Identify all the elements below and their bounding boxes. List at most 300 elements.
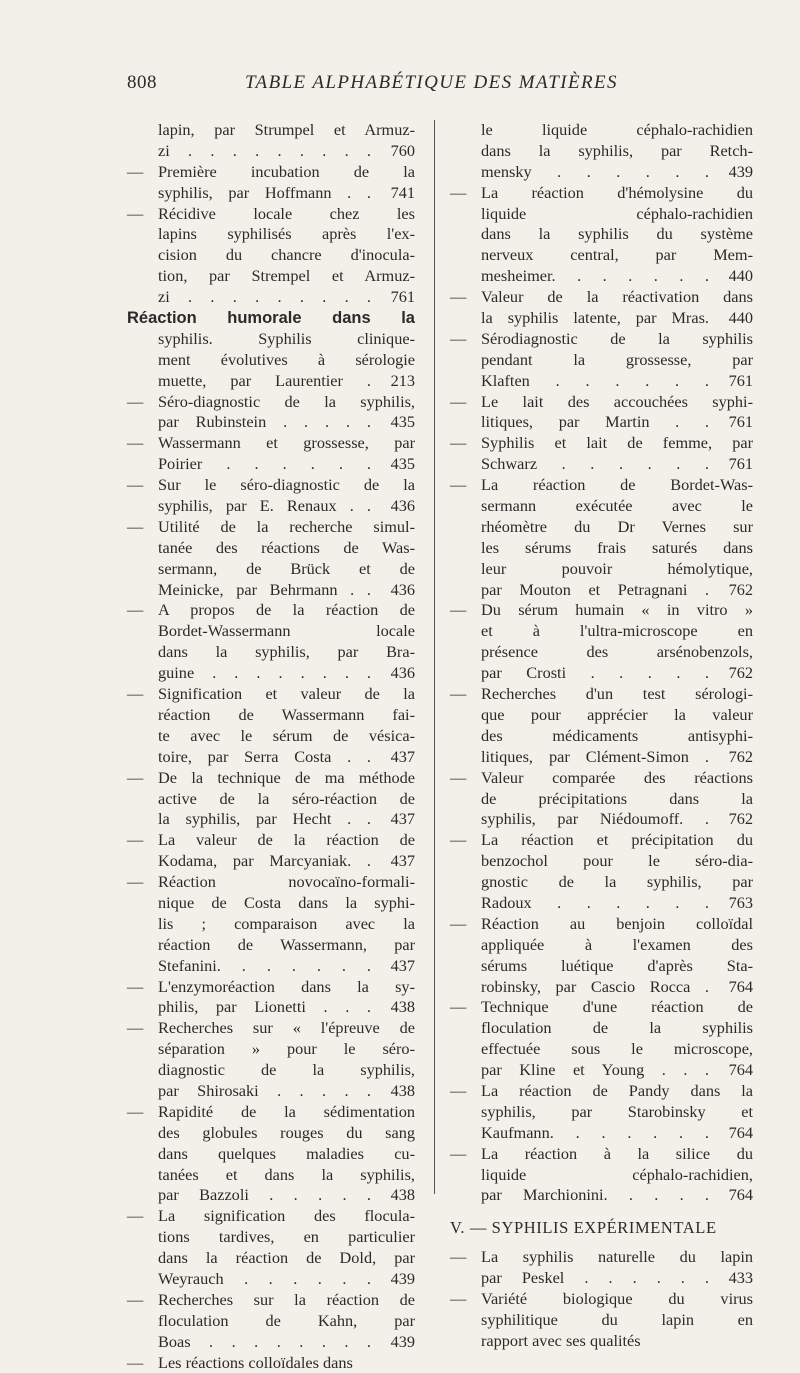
- entry-text: guine . . . . . . . .: [158, 663, 371, 683]
- entry-line: [450, 308, 753, 329]
- entry-line: [127, 956, 415, 977]
- entry-text: diagnostic de la syphilis,: [158, 1060, 415, 1080]
- page-reference: 437: [390, 746, 415, 766]
- entry-line: [450, 266, 753, 287]
- entry-text: Première incubation de la: [158, 161, 415, 181]
- entry-text: des médicaments antisyphi-: [481, 725, 753, 745]
- entry-text: benzochol pour le séro-dia-: [481, 851, 753, 871]
- page-reference: 439: [390, 1268, 415, 1288]
- entry-text: Schwarz . . . . . .: [481, 454, 709, 474]
- entry-text: syphilis, par Niédoumoff. .: [481, 809, 709, 829]
- entry-text: Recherches d'un test sérologi-: [481, 684, 753, 704]
- index-entry: [450, 287, 753, 329]
- entry-line: [127, 600, 415, 621]
- entry-line: [450, 433, 753, 454]
- entry-dash: —: [450, 1080, 467, 1100]
- entry-text: syphilitique du lapin en: [481, 1309, 753, 1329]
- entry-text: L'enzymoréaction dans la sy-: [158, 976, 415, 996]
- entry-line: [450, 496, 753, 517]
- entry-text: les sérums frais saturés dans: [481, 537, 753, 557]
- entry-text: Utilité de la recherche simul-: [158, 516, 415, 536]
- entry-line: [127, 350, 415, 371]
- page-reference: 764: [728, 1060, 753, 1080]
- entry-line: [127, 433, 415, 454]
- page-reference: 761: [728, 370, 753, 390]
- page-reference: 761: [728, 454, 753, 474]
- entry-line: [450, 475, 753, 496]
- entry-line: [450, 851, 753, 872]
- entry-text: présence des arsénobenzols,: [481, 642, 753, 662]
- entry-line: [127, 1018, 415, 1039]
- index-entry: [127, 120, 415, 162]
- entry-line: [450, 183, 753, 204]
- index-entry: [127, 204, 415, 308]
- entry-text: Bordet-Wassermann locale: [158, 621, 415, 641]
- entry-line: [127, 977, 415, 998]
- entry-dash: —: [450, 391, 467, 411]
- entry-line: [450, 935, 753, 956]
- entry-dash: —: [127, 1206, 144, 1226]
- index-entry: [127, 392, 415, 434]
- entry-text: des globules rouges du sang: [158, 1122, 415, 1142]
- entry-text: lis ; comparaison avec la: [158, 913, 415, 933]
- entry-text: appliquée à l'examen des: [481, 934, 753, 954]
- entry-text: tanées et dans la syphilis,: [158, 1164, 415, 1184]
- entry-text: dans la syphilis, par Retch-: [481, 140, 753, 160]
- entry-text: dans la syphilis, par Bra-: [158, 642, 415, 662]
- entry-line: [450, 726, 753, 747]
- entry-text: par Mouton et Petragnani .: [481, 579, 709, 599]
- entry-text: Du sérum humain « in vitro »: [481, 600, 753, 620]
- entry-line: [127, 830, 415, 851]
- index-entry: [450, 329, 753, 392]
- index-entry: [450, 600, 753, 684]
- page-reference: 762: [728, 809, 753, 829]
- entry-line: [127, 371, 415, 392]
- entry-line: [450, 830, 753, 851]
- entry-text: La réaction à la silice du: [481, 1143, 753, 1163]
- entry-text: La réaction d'hémolysine du: [481, 182, 753, 202]
- entry-text: litiques, par Clément-Simon .: [481, 746, 709, 766]
- entry-line: [127, 120, 415, 141]
- entry-text: et à l'ultra-microscope en: [481, 621, 753, 641]
- entry-line: [127, 517, 415, 538]
- entry-line: [450, 245, 753, 266]
- entry-dash: —: [127, 684, 144, 704]
- entry-line: [127, 245, 415, 266]
- entry-text: sermann exécutée avec le: [481, 496, 753, 516]
- entry-text: Recherches sur la réaction de: [158, 1289, 415, 1309]
- entry-text: de précipitations dans la: [481, 788, 753, 808]
- entry-line: [450, 1310, 753, 1331]
- entry-line: [450, 1081, 753, 1102]
- entry-line: [127, 141, 415, 162]
- entry-dash: —: [450, 328, 467, 348]
- entry-line: [450, 1331, 753, 1352]
- entry-text: active de la séro-réaction de: [158, 788, 415, 808]
- entry-dash: —: [127, 600, 144, 620]
- entry-text: Radoux . . . . . .: [481, 892, 709, 912]
- index-entry: [127, 684, 415, 768]
- entry-text: mensky . . . . . .: [481, 161, 709, 181]
- entry-text: rapport avec ses qualités: [481, 1330, 641, 1350]
- index-entry: [450, 183, 753, 287]
- entry-line: [127, 183, 415, 204]
- entry-text: robinsky, par Cascio Rocca .: [481, 976, 709, 996]
- entry-line: [450, 1289, 753, 1310]
- entry-line: [127, 1039, 415, 1060]
- entry-line: [127, 705, 415, 726]
- page-reference: 435: [390, 454, 415, 474]
- index-entry: [450, 914, 753, 998]
- entry-text: par Bazzoli . . . . .: [158, 1185, 371, 1205]
- page-reference: 437: [390, 851, 415, 871]
- page-reference: 437: [390, 955, 415, 975]
- entry-dash: —: [127, 872, 144, 892]
- entry-line: [450, 580, 753, 601]
- entry-line: [127, 412, 415, 433]
- entry-text: Variété biologique du virus: [481, 1289, 753, 1308]
- page-reference: 763: [728, 892, 753, 912]
- right-column: [450, 120, 753, 1352]
- entry-dash: —: [450, 1289, 467, 1308]
- page-reference: 433: [728, 1268, 753, 1288]
- entry-dash: —: [127, 976, 144, 996]
- entry-line: [127, 747, 415, 768]
- entry-text: réaction de Wassermann, par: [158, 934, 415, 954]
- entry-dash: —: [450, 913, 467, 933]
- index-entry: [127, 768, 415, 831]
- entry-line: [450, 412, 753, 433]
- entry-text: lapins syphilisés après l'ex-: [158, 224, 415, 244]
- page-reference: 764: [728, 1122, 753, 1142]
- index-entry: [450, 1289, 753, 1352]
- index-entry: [127, 1290, 415, 1353]
- index-entry: [450, 1247, 753, 1289]
- entry-text: floculation de la syphilis: [481, 1018, 753, 1038]
- entry-text: De la technique de ma méthode: [158, 767, 415, 787]
- entry-text: La réaction de Bordet-Was-: [481, 475, 753, 495]
- entry-text: Valeur comparée des réactions: [481, 767, 753, 787]
- entry-dash: —: [127, 767, 144, 787]
- entry-line: [450, 517, 753, 538]
- entry-line: [450, 642, 753, 663]
- entry-text: Séro-diagnostic de la syphilis,: [158, 391, 415, 411]
- entry-line: [127, 538, 415, 559]
- entry-text: Klaften . . . . . .: [481, 370, 709, 390]
- entry-text: liquide céphalo-rachidien,: [481, 1164, 753, 1184]
- entry-line: [450, 454, 753, 475]
- page-reference: 764: [728, 1185, 753, 1205]
- page-reference: 761: [390, 287, 415, 307]
- entry-text: Réaction humorale dans la: [127, 309, 415, 328]
- entry-text: réaction de Wassermann fai-: [158, 704, 415, 724]
- entry-text: Rapidité de la sédimentation: [158, 1101, 415, 1121]
- entry-line: [127, 1102, 415, 1123]
- entry-text: La valeur de la réaction de: [158, 830, 415, 850]
- page-reference: 436: [390, 496, 415, 516]
- entry-line: [127, 872, 415, 893]
- page-reference: 438: [390, 1080, 415, 1100]
- index-entry: [450, 120, 753, 183]
- entry-text: la syphilis, par Hecht . .: [158, 809, 371, 829]
- entry-line: [127, 1081, 415, 1102]
- entry-line: [450, 914, 753, 935]
- page-reference: 438: [390, 997, 415, 1017]
- index-entry: [127, 162, 415, 204]
- page-reference: 438: [390, 1185, 415, 1205]
- entry-text: syphilis, par Starobinsky et: [481, 1101, 753, 1121]
- entry-line: [450, 1102, 753, 1123]
- entry-text: que pour apprécier la valeur: [481, 704, 753, 724]
- entry-line: [127, 1123, 415, 1144]
- entry-text: Meinicke, par Behrmann . .: [158, 579, 371, 599]
- entry-text: nique de Costa dans la syphi-: [158, 892, 415, 912]
- entry-text: tion, par Strempel et Armuz-: [158, 266, 415, 286]
- entry-line: [450, 1268, 753, 1289]
- index-entry: [450, 830, 753, 914]
- index-entry: [450, 1144, 753, 1207]
- index-entry: [127, 517, 415, 601]
- entry-text: te avec le sérum de vésica-: [158, 725, 415, 745]
- index-entry: [127, 872, 415, 976]
- entry-line: [127, 893, 415, 914]
- entry-line: [450, 768, 753, 789]
- entry-dash: —: [450, 600, 467, 620]
- index-entry: [127, 977, 415, 1019]
- entry-dash: —: [450, 1247, 467, 1267]
- entry-line: [450, 789, 753, 810]
- entry-dash: —: [127, 391, 144, 411]
- entry-line: [127, 162, 415, 183]
- entry-line: [450, 977, 753, 998]
- index-entry: [450, 768, 753, 831]
- entry-text: le liquide céphalo-rachidien: [481, 120, 753, 139]
- entry-text: Sur le séro-diagnostic de la: [158, 475, 415, 495]
- entry-line: [127, 1269, 415, 1290]
- entry-line: [450, 559, 753, 580]
- entry-dash: —: [127, 203, 144, 223]
- entry-line: [127, 1165, 415, 1186]
- entry-text: Sérodiagnostic de la syphilis: [481, 328, 753, 348]
- entry-line: [450, 663, 753, 684]
- entry-dash: —: [127, 1352, 144, 1372]
- page-reference: 761: [728, 412, 753, 432]
- entry-text: cision du chancre d'inocula-: [158, 245, 415, 265]
- entry-text: effectuée sous le microscope,: [481, 1039, 753, 1059]
- entry-text: floculation de Kahn, par: [158, 1310, 415, 1330]
- entry-text: Recherches sur « l'épreuve de: [158, 1018, 415, 1038]
- entry-line: [450, 141, 753, 162]
- entry-line: [127, 1353, 415, 1373]
- entry-text: syphilis, par Hoffmann . .: [158, 182, 371, 202]
- entry-line: [450, 747, 753, 768]
- section-heading: V. — SYPHILIS EXPÉRIMENTALE: [450, 1218, 717, 1238]
- entry-line: [450, 287, 753, 308]
- entry-dash: —: [127, 1101, 144, 1121]
- entry-line: [127, 580, 415, 601]
- entry-text: muette, par Laurentier .: [158, 370, 371, 390]
- entry-line: [127, 1185, 415, 1206]
- entry-line: [127, 768, 415, 789]
- entry-line: [127, 204, 415, 225]
- entry-line: [450, 329, 753, 350]
- entry-text: Syphilis et lait de femme, par: [481, 433, 753, 453]
- running-title: TABLE ALPHABÉTIQUE DES MATIÈRES: [245, 72, 618, 93]
- entry-text: A propos de la réaction de: [158, 600, 415, 620]
- entry-line: [127, 789, 415, 810]
- entry-text: litiques, par Martin . .: [481, 412, 709, 432]
- entry-line: [127, 642, 415, 663]
- page-reference: 439: [390, 1331, 415, 1351]
- entry-text: toire, par Serra Costa . .: [158, 746, 371, 766]
- entry-dash: —: [450, 830, 467, 850]
- entry-text: Wassermann et grossesse, par: [158, 433, 415, 453]
- entry-text: Stefanini. . . . . . .: [158, 955, 371, 975]
- entry-text: par Crosti . . . . .: [481, 663, 709, 683]
- entry-text: syphilis. Syphilis clinique-: [158, 328, 415, 348]
- entry-line: [127, 224, 415, 245]
- entry-text: la syphilis latente, par Mras.: [481, 308, 709, 328]
- page-header: [127, 72, 627, 102]
- entry-dash: —: [450, 1143, 467, 1163]
- entry-text: Boas . . . . . . . .: [158, 1331, 371, 1351]
- entry-dash: —: [127, 475, 144, 495]
- index-entry: [127, 1353, 415, 1373]
- entry-dash: —: [450, 182, 467, 202]
- page-reference: 435: [390, 412, 415, 432]
- entry-text: liquide céphalo-rachidien: [481, 203, 753, 223]
- page-reference: 762: [728, 663, 753, 683]
- index-entry: [127, 308, 415, 392]
- entry-line: [450, 1165, 753, 1186]
- entry-line: [127, 684, 415, 705]
- entry-text: Kodama, par Marcyaniak. .: [158, 851, 371, 871]
- entry-text: syphilis, par E. Renaux . .: [158, 496, 371, 516]
- page-reference: 741: [390, 182, 415, 202]
- entry-line: [450, 684, 753, 705]
- entry-line: [450, 538, 753, 559]
- entry-line: [127, 496, 415, 517]
- entry-line: [127, 1144, 415, 1165]
- entry-line: [127, 392, 415, 413]
- entry-line: [127, 663, 415, 684]
- entry-text: Poirier . . . . . .: [158, 454, 371, 474]
- index-entry: [450, 433, 753, 475]
- entry-text: Récidive locale chez les: [158, 203, 415, 223]
- entry-text: zi . . . . . . . . .: [158, 287, 371, 307]
- entry-line: [450, 1039, 753, 1060]
- index-entry: [127, 1102, 415, 1206]
- entry-line: [450, 600, 753, 621]
- entry-text: Réaction novocaïno-formali-: [158, 872, 415, 892]
- index-entry: [450, 684, 753, 768]
- entry-line: [127, 1227, 415, 1248]
- entry-text: meshеimer. . . . . . .: [481, 266, 709, 286]
- entry-dash: —: [127, 161, 144, 181]
- index-entry: [127, 830, 415, 872]
- entry-line: [127, 851, 415, 872]
- entry-line: [127, 809, 415, 830]
- entry-line: [127, 726, 415, 747]
- page-reference: 436: [390, 579, 415, 599]
- entry-text: Le lait des accouchées syphi-: [481, 391, 753, 411]
- entry-text: dans la réaction de Dold, par: [158, 1248, 415, 1268]
- entry-text: par Shirosaki . . . . .: [158, 1080, 371, 1100]
- entry-line: [127, 1332, 415, 1353]
- entry-text: Signification et valeur de la: [158, 684, 415, 704]
- entry-text: tions tardives, en particulier: [158, 1227, 415, 1247]
- entry-line: [450, 997, 753, 1018]
- entry-line: [127, 1060, 415, 1081]
- entry-dash: —: [450, 997, 467, 1017]
- entry-dash: —: [127, 1289, 144, 1309]
- page-reference: 440: [728, 308, 753, 328]
- index-entry: [127, 433, 415, 475]
- entry-line: [450, 621, 753, 642]
- entry-text: Les réactions colloïdales dans: [158, 1352, 353, 1372]
- page-reference: 440: [728, 266, 753, 286]
- index-entry: [450, 475, 753, 600]
- entry-text: lapin, par Strumpel et Armuz-: [158, 120, 415, 139]
- entry-line: [450, 1018, 753, 1039]
- entry-text: philis, par Lionetti . . .: [158, 997, 371, 1017]
- entry-line: [450, 1144, 753, 1165]
- entry-line: [127, 329, 415, 350]
- entry-dash: —: [450, 684, 467, 704]
- entry-line: [450, 204, 753, 225]
- entry-line: [450, 350, 753, 371]
- entry-text: gnostic de la syphilis, par: [481, 872, 753, 892]
- index-entry: [127, 1206, 415, 1290]
- entry-dash: —: [127, 1018, 144, 1038]
- left-column: [127, 120, 415, 1373]
- entry-text: dans la syphilis du système: [481, 224, 753, 244]
- entry-line: [450, 809, 753, 830]
- entry-line: [127, 475, 415, 496]
- entry-text: ment évolutives à sérologie: [158, 349, 415, 369]
- entry-line: [450, 1060, 753, 1081]
- page-reference: 439: [728, 161, 753, 181]
- entry-dash: —: [450, 475, 467, 495]
- page-reference: 436: [390, 663, 415, 683]
- index-entry: [127, 600, 415, 684]
- index-entry: [127, 475, 415, 517]
- entry-text: nerveux central, par Mem-: [481, 245, 753, 265]
- entry-dash: —: [450, 767, 467, 787]
- entry-line: [450, 956, 753, 977]
- entry-line: [127, 914, 415, 935]
- entry-text: Technique d'une réaction de: [481, 997, 753, 1017]
- page-reference: 764: [728, 976, 753, 996]
- entry-text: tanée des réactions de Was-: [158, 537, 415, 557]
- entry-text: leur pouvoir hémolytique,: [481, 558, 753, 578]
- entry-line: [127, 454, 415, 475]
- entry-line: [127, 287, 415, 308]
- entry-line: [127, 997, 415, 1018]
- index-entry: [450, 392, 753, 434]
- entry-line: [450, 893, 753, 914]
- index-entry: [450, 1081, 753, 1144]
- entry-text: Valeur de la réactivation dans: [481, 287, 753, 307]
- entry-text: par Peskel . . . . . .: [481, 1268, 709, 1288]
- entry-line: [127, 1206, 415, 1227]
- page-number: 808: [127, 72, 157, 93]
- page-reference: 213: [390, 370, 415, 390]
- entry-text: séparation » pour le séro-: [158, 1039, 415, 1059]
- entry-line: [127, 1311, 415, 1332]
- entry-text: par Rubinstein . . . . .: [158, 412, 371, 432]
